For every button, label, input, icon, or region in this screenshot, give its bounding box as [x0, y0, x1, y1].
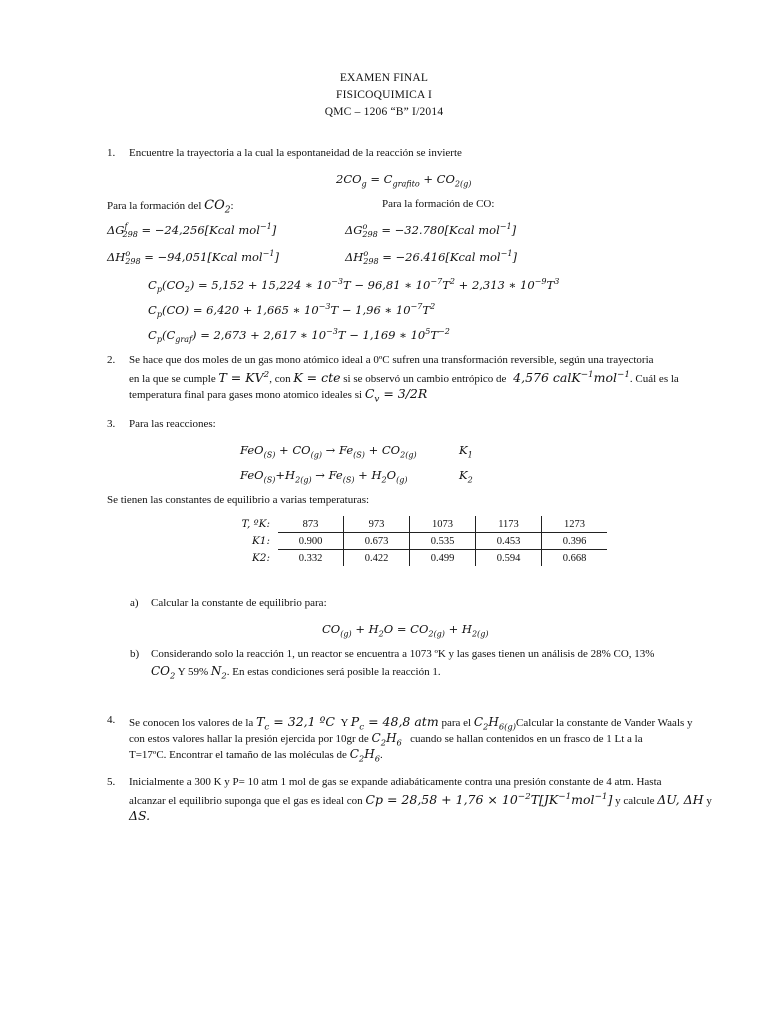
q3a-reaction: $CO_{(g)} + H_2O = CO_{2(g)} + H_{2(g)}$: [322, 622, 489, 639]
q1-number: 1.: [107, 147, 116, 159]
course-name: FISICOQUIMICA I: [336, 89, 432, 101]
table-row-k1: [218, 533, 607, 550]
k2-symbol: $K_2$: [459, 468, 473, 485]
temp-label: T, ºK:: [241, 518, 270, 531]
q2-number: 2.: [107, 354, 116, 366]
dh-co: $\Delta H^o_{298}$ = −26.416[Kcal mol$^{-1}$]: [345, 249, 517, 267]
dg-co2-value: = −24,256[Kcal mol: [141, 222, 260, 237]
co2-label-text: Para la formación del: [107, 200, 202, 212]
k2-label: K2:: [251, 551, 270, 564]
q5-l2a: alcanzar el equilibrio suponga que el gas es ideal con: [129, 795, 363, 808]
cp-co: $C_p(CO) = 6,420 + 1,665$ ∗ $10^{-3}T - 1,96$ ∗ $10^{-7}T^2$: [148, 302, 436, 320]
q2-l2b: , con: [269, 373, 291, 386]
table-cell: 0.594: [476, 550, 542, 567]
dh-co2: $\Delta H^o_{298}$ = −94,051[Kcal mol$^{-1}$]: [107, 249, 279, 267]
dh-co-value: = −26.416[Kcal mol: [382, 249, 501, 264]
k2-letter: K: [459, 468, 468, 482]
table-cell: 1273: [542, 516, 608, 533]
table-cell: 0.900: [278, 533, 344, 550]
q2-l3a: temperatura final para gases mono atomico ideales si: [129, 389, 363, 401]
table-cell: 0.332: [298, 552, 323, 564]
dg-co-value: = −32.780[Kcal mol: [381, 222, 500, 237]
table-cell: 973: [344, 516, 410, 533]
q3b-line1: Considerando solo la reacción 1, un reactor se encuentra a 1073 ºK y las gases tienen un análisis de 28% CO, 13%: [151, 648, 655, 660]
co2-formation-label: Para la formación del $CO_2$:: [107, 198, 234, 216]
q4-l2b: cuando se hallan contenidos en un frasco de 1 Lt a la: [410, 733, 643, 745]
table-cell: 873: [278, 516, 344, 533]
q2-l2d: . Cuál es la: [629, 373, 679, 386]
q4-line2: con estos valores hallar la presión ejercida por 10gr de $C_2H_6$ cuando se hallan contenidos en un frasco de 1 Lt a la: [129, 731, 643, 748]
q4-line3: T=17ºC. Encontrar el tamaño de las moléculas de $C_2H_6$.: [129, 747, 383, 764]
k1-letter: K: [459, 443, 468, 457]
q4-l1b: para el: [441, 717, 472, 729]
k1-label: K1:: [251, 535, 270, 547]
q2-l2a: en la que se cumple: [129, 373, 216, 386]
course-code: QMC – 1206 “B” I/2014: [324, 106, 444, 118]
cp-co-value: = 6,420 + 1,665 ∗ 10: [192, 302, 319, 317]
q3b-l2b: Y 59%: [175, 666, 209, 678]
table-cell: 1173: [476, 516, 542, 533]
q1-reaction: $2CO_g = C_{grafito} + CO_{2(g)}$: [336, 172, 472, 189]
q4-l2a: con estos valores hallar la presión ejercida por 10gr de: [129, 733, 369, 745]
dg-co2: $\Delta G^f_{298}$ = −24,256[Kcal mol$^{-1}$]: [107, 222, 277, 240]
cp-co2-value: = 5,152 + 15,224 ∗ 10: [197, 277, 332, 292]
q5-line3: ΔS.: [129, 808, 151, 823]
q3-intro: Para las reacciones:: [129, 418, 216, 430]
q4-line1: Se conocen los valores de la $T_c = 32,1$ ºC Y $P_c = 48,8$ atm para el $C_2H_{6(g)}Calcular$ la constante de Vander Waals y: [129, 714, 693, 733]
table-cell: 0.535: [410, 533, 476, 550]
table-row-k2: [218, 550, 607, 567]
q4-l1c: Calcular la constante de Vander Waals y: [516, 717, 693, 729]
reaction-lhs: 2CO: [336, 172, 362, 186]
q5-number: 5.: [107, 776, 116, 788]
co-formation-label: Para la formación de CO:: [382, 198, 495, 210]
q3a-text: Calcular la constante de equilibrio para:: [151, 597, 327, 609]
dh-co2-value: = −94,051[Kcal mol: [144, 249, 263, 264]
q2-l2c: si se observó un cambio entrópico de: [343, 373, 507, 386]
reaction-1: $FeO_{(S)} + CO_{(g)} \to Fe_{(S)} + CO_{2(g)}$: [240, 443, 417, 460]
reaction-2: $FeO_{(S)}+H_{2(g)} \to Fe_{(S)} + H_2O_{(g)}$: [240, 468, 408, 485]
table-cell: 1073: [410, 516, 476, 533]
q3b-l2d: . En estas condiciones será posible la reacción 1.: [226, 666, 441, 678]
q2-line1: Se hace que dos moles de un gas mono atómico ideal a 0ºC sufren una transformación reversible, según una trayectoria: [129, 354, 654, 366]
q3b-line2: $CO_2$ Y 59% $N_2$. En estas condiciones será posible la reacción 1.: [151, 664, 441, 681]
table-cell: 0.453: [476, 533, 542, 550]
cp-co2: $C_p(CO_2) = 5,152 + 15,224$ ∗ $10^{-3}T - 96,81$ ∗ $10^{-7}T^2 + 2,313$ ∗ $10^{-9}T^3$: [148, 277, 560, 295]
table-intro: Se tienen las constantes de equilibrio a varias temperaturas:: [107, 494, 370, 506]
table-cell: 0.396: [542, 533, 608, 550]
table-cell: 0.422: [344, 550, 410, 567]
table-cell: 0.499: [410, 550, 476, 567]
q5-l2b: y calcule: [615, 795, 655, 808]
k1-symbol: $K_1$: [459, 443, 473, 460]
q3-number: 3.: [107, 418, 116, 430]
q3b-label: b): [130, 648, 140, 660]
q2-line2: en la que se cumple $T = KV^2$, con K = cte si se observó un cambio entrópico de 4,576 calK$^{-1}$mol$^{-1}$. Cuál es la: [129, 370, 679, 386]
q5-line1: Inicialmente a 300 K y P= 10 atm 1 mol de gas se expande adiabáticamente contra una presión constante de 4 atm. Hasta: [129, 776, 662, 788]
q3a-label: a): [130, 597, 139, 609]
table-cell: 0.673: [344, 533, 410, 550]
dg-co: $\Delta G^o_{298}$ = −32.780[Kcal mol$^{-1}$]: [345, 222, 517, 240]
cp-graf: $C_p(C_{graf}) = 2,673 + 2,617$ ∗ $10^{-3}T - 1,169$ ∗ $10^5T^{-2}$: [148, 327, 450, 345]
q4-number: 4.: [107, 714, 116, 726]
table-row-temps: [218, 516, 607, 533]
table-cell: 0.668: [542, 550, 608, 567]
q4-l1a: Se conocen los valores de la: [129, 717, 254, 729]
q5-line2: alcanzar el equilibrio suponga que el gas es ideal con $Cp = 28,58 + 1,76 \times 10^{-2}T[JK^{-1}mol^{-1}]$ y calcule ΔU, ΔH y: [129, 792, 712, 808]
equilibrium-table: [218, 516, 607, 566]
q4-l3a: T=17ºC. Encontrar el tamaño de las moléculas de: [129, 749, 347, 761]
cp-graf-value: = 2,673 + 2,617 ∗ 10: [200, 327, 327, 342]
exam-title: EXAMEN FINAL: [339, 72, 429, 84]
q2-line3: temperatura final para gases mono atomico ideales si $C_v = 3/2R$: [129, 386, 428, 405]
q1-text: Encuentre la trayectoria a la cual la espontaneidad de la reacción se invierte: [129, 147, 462, 159]
